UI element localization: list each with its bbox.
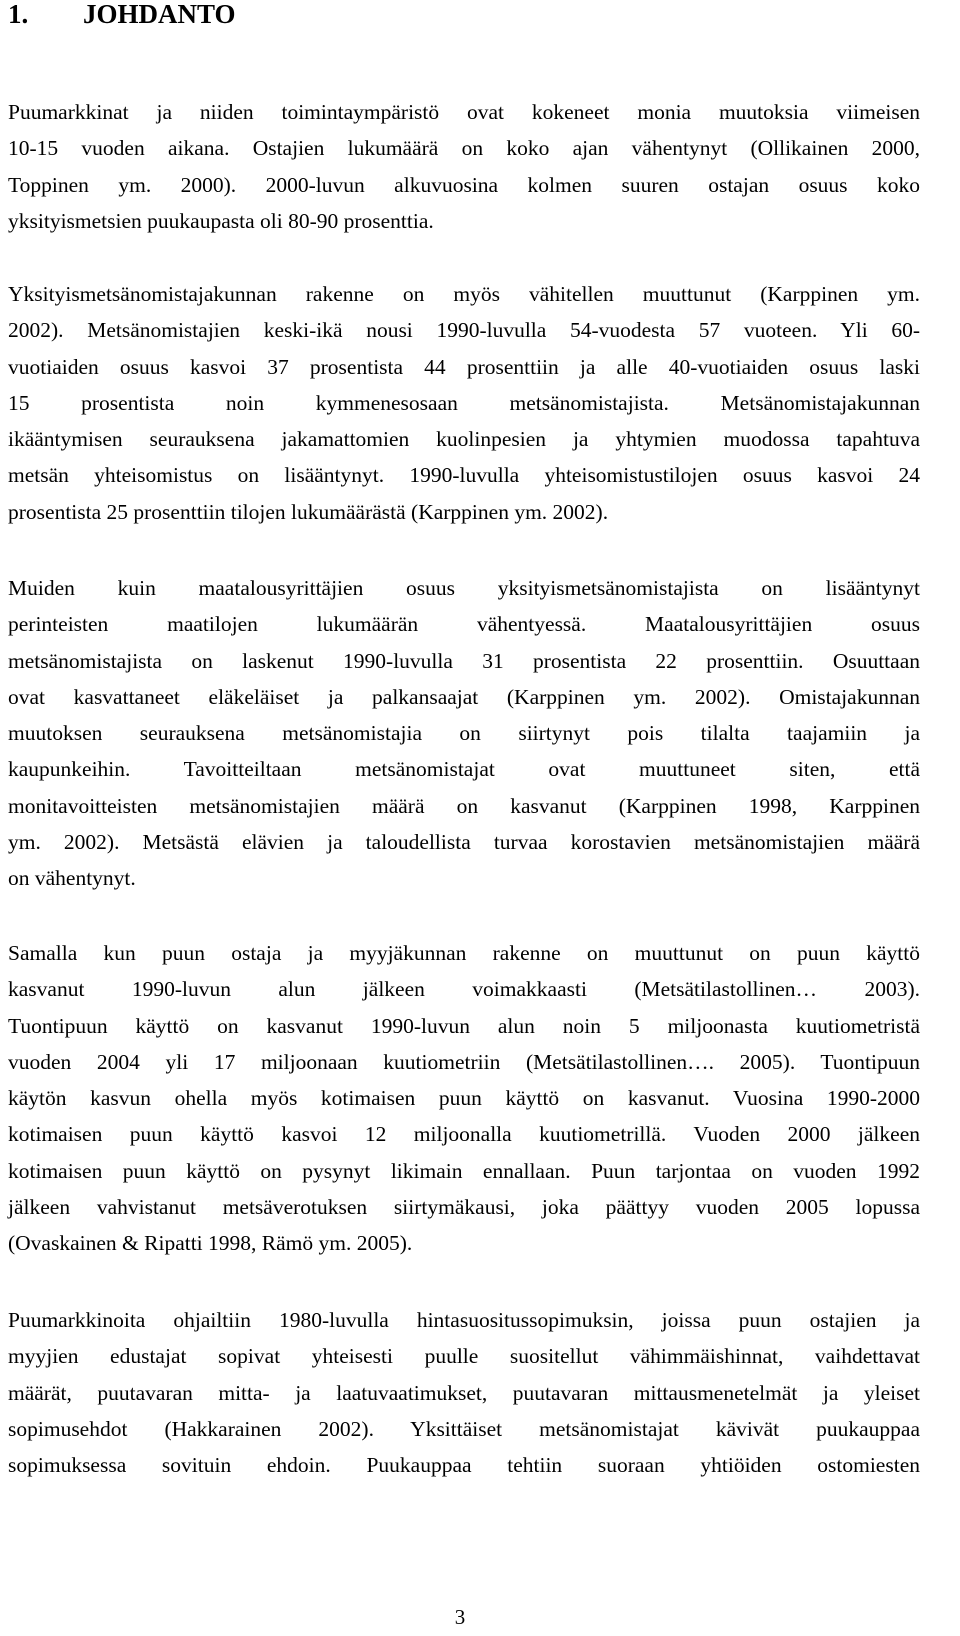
paragraph-5 [8, 1302, 920, 1483]
text-line: Muiden kuin maatalousyrittäjien osuus yksityismetsänomistajista on lisääntynyt [8, 576, 920, 600]
text-line: perinteisten maatilojen lukumäärän vähentyessä. Maatalousyrittäjien osuus [8, 612, 920, 637]
text-line: Puumarkkinoita ohjailtiin 1980-luvulla hintasuositussopimuksin, joissa puun ostajien ja [8, 1308, 920, 1332]
section-heading [8, 0, 236, 34]
text-line: kaupunkeihin. Tavoitteiltaan metsänomistajat ovat muuttuneet siten, että [8, 757, 920, 782]
text-line: Samalla kun puun ostaja ja myyjäkunnan rakenne on muuttunut on puun käyttö [8, 941, 920, 965]
text-line: metsänomistajista on laskenut 1990-luvulla 31 prosentista 22 prosenttiin. Osuuttaan [8, 648, 920, 673]
text-line: yksityismetsien puukaupasta oli 80-90 prosenttia. [8, 208, 434, 233]
text-line: jälkeen vahvistanut metsäverotuksen siirtymäkausi, joka päättyy vuoden 2005 lopussa [8, 1195, 920, 1220]
text-line: ym. 2002). Metsästä elävien ja taloudellista turvaa korostavien metsänomistajien määrä [8, 830, 920, 855]
text-line: määrät, puutavaran mitta- ja laatuvaatimukset, puutavaran mittausmenetelmät ja yleiset [8, 1380, 920, 1405]
text-line: vuotiaiden osuus kasvoi 37 prosentista 44 prosenttiin ja alle 40-vuotiaiden osuus laski [8, 354, 920, 379]
text-line: muutoksen seurauksena metsänomistajia on siirtynyt pois tilalta taajamiin ja [8, 721, 920, 746]
text-line: on vähentynyt. [8, 866, 136, 891]
section-title: JOHDANTO [83, 0, 236, 29]
text-line: Toppinen ym. 2000). 2000-luvun alkuvuosina kolmen suuren ostajan osuus koko [8, 172, 920, 197]
text-line: vuoden 2004 yli 17 miljoonaan kuutiometriin (Metsätilastollinen…. 2005). Tuontipuun [8, 1049, 920, 1074]
text-line: 15 prosentista noin kymmenesosaan metsänomistajista. Metsänomistajakunnan [8, 390, 920, 415]
text-line: ovat kasvattaneet eläkeläiset ja palkansaajat (Karppinen ym. 2002). Omistajakunnan [8, 684, 920, 709]
text-line: myyjien edustajat sopivat yhteisesti puulle suositellut vähimmäishinnat, vaihdettavat [8, 1344, 920, 1369]
text-line: Tuontipuun käyttö on kasvanut 1990-luvun alun noin 5 miljoonasta kuutiometristä [8, 1013, 920, 1038]
text-line: sopimuksessa sovituin ehdoin. Puukauppaa tehtiin suoraan yhtiöiden ostomiesten [8, 1453, 920, 1478]
paragraph-2 [8, 276, 920, 530]
text-line: Yksityismetsänomistajakunnan rakenne on myös vähitellen muuttunut (Karppinen ym. [8, 282, 920, 306]
text-line: prosentista 25 prosenttiin tilojen lukumäärästä (Karppinen ym. 2002). [8, 499, 609, 524]
text-line: kotimaisen puun käyttö on pysynyt likimain ennallaan. Puun tarjontaa on vuoden 1992 [8, 1158, 920, 1183]
text-line: metsän yhteisomistus on lisääntynyt. 1990-luvulla yhteisomistustilojen osuus kasvoi 24 [8, 463, 920, 488]
text-line: Puumarkkinat ja niiden toimintaympäristö ovat kokeneet monia muutoksia viimeisen [8, 100, 920, 124]
text-line: monitavoitteisten metsänomistajien määrä on kasvanut (Karppinen 1998, Karppinen [8, 793, 920, 818]
text-line: käytön kasvun ohella myös kotimaisen puun käyttö on kasvanut. Vuosina 1990-2000 [8, 1086, 920, 1111]
page-number: 3 [454, 1605, 466, 1629]
text-line: kotimaisen puun käyttö kasvoi 12 miljoonalla kuutiometrillä. Vuoden 2000 jälkeen [8, 1122, 920, 1147]
text-line: (Ovaskainen & Ripatti 1998, Rämö ym. 2005). [8, 1231, 413, 1256]
paragraph-3 [8, 570, 920, 897]
text-line: sopimusehdot (Hakkarainen 2002). Yksittäiset metsänomistajat kävivät puukauppaa [8, 1416, 920, 1441]
text-line: 2002). Metsänomistajien keski-ikä nousi 1990-luvulla 54-vuodesta 57 vuoteen. Yli 60- [8, 318, 920, 343]
paragraph-1 [8, 94, 920, 239]
paragraph-4 [8, 935, 920, 1262]
text-line: ikääntymisen seurauksena jakamattomien kuolinpesien ja yhtymien muodossa tapahtuva [8, 427, 920, 452]
section-number: 1. [8, 0, 29, 29]
text-line: kasvanut 1990-luvun alun jälkeen voimakkaasti (Metsätilastollinen… 2003). [8, 977, 920, 1002]
text-line: 10-15 vuoden aikana. Ostajien lukumäärä on koko ajan vähentynyt (Ollikainen 2000, [8, 136, 920, 161]
